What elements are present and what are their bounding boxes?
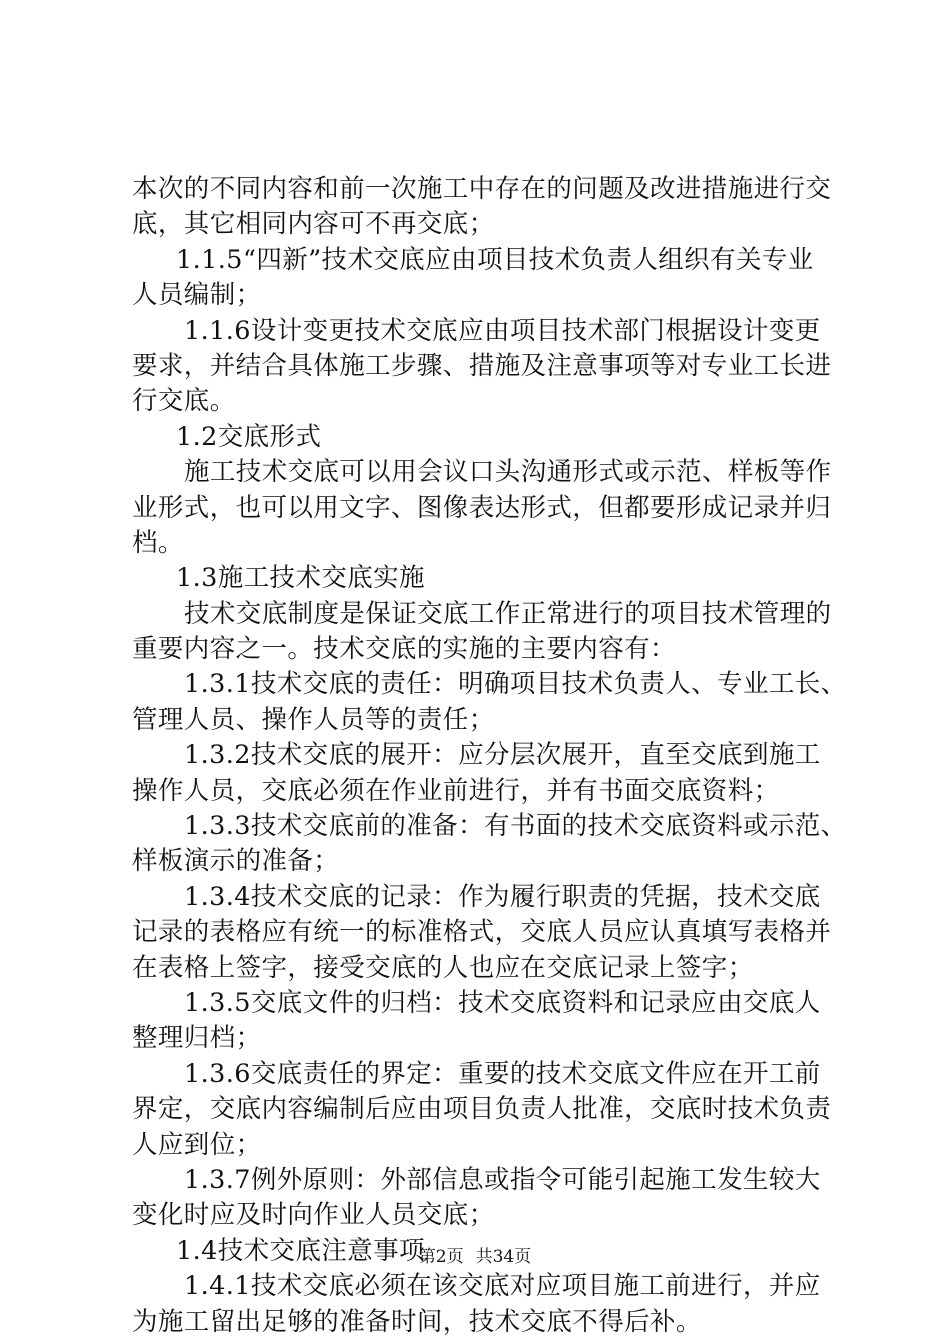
text-line: 1.3施工技术交底实施: [176, 563, 425, 594]
page-total: 共34页: [475, 1247, 532, 1267]
text-line: 人员编制；: [132, 280, 262, 311]
text-line: 1.4技术交底注意事项: [176, 1235, 425, 1266]
text-line: 重要内容之一。技术交底的实施的主要内容有：: [132, 634, 676, 665]
page-footer: [0, 1242, 950, 1267]
text-line: 1.3.4技术交底的记录：作为履行职责的凭据，技术交底: [184, 881, 821, 912]
text-line: 行交底。: [132, 386, 236, 417]
page-number: 第2页: [418, 1247, 464, 1267]
text-line: 在表格上签字，接受交底的人也应在交底记录上签字；: [132, 952, 754, 983]
text-line: 为施工留出足够的准备时间，技术交底不得后补。: [132, 1306, 702, 1337]
text-line: 1.3.3技术交底前的准备：有书面的技术交底资料或示范、: [184, 811, 847, 842]
text-line: 整理归档；: [132, 1023, 262, 1054]
text-line: 1.3.1技术交底的责任：明确项目技术负责人、专业工长、: [184, 669, 847, 700]
text-line: 1.1.5“四新”技术交底应由项目技术负责人组织有关专业: [176, 244, 814, 275]
text-line: 变化时应及时向作业人员交底；: [132, 1200, 495, 1231]
text-line: 底，其它相同内容可不再交底；: [132, 209, 495, 240]
text-line: 1.3.6交底责任的界定：重要的技术交底文件应在开工前: [184, 1058, 821, 1089]
text-line: 1.3.7例外原则：外部信息或指令可能引起施工发生较大: [184, 1164, 821, 1195]
document-body: [132, 172, 847, 1340]
text-line: 1.1.6设计变更技术交底应由项目技术部门根据设计变更: [184, 315, 821, 346]
text-line: 1.4.1技术交底必须在该交底对应项目施工前进行，并应: [184, 1271, 821, 1302]
text-line: 技术交底制度是保证交底工作正常进行的项目技术管理的: [184, 598, 832, 629]
text-line: 管理人员、操作人员等的责任；: [132, 704, 495, 735]
text-line: 业形式，也可以用文字、图像表达形式，但都要形成记录并归: [132, 492, 832, 523]
text-line: 1.2交底形式: [176, 421, 322, 452]
text-line: 人应到位；: [132, 1129, 262, 1160]
text-line: 界定，交底内容编制后应由项目负责人批准，交底时技术负责: [132, 1094, 832, 1125]
text-line: 档。: [132, 527, 184, 558]
text-line: 本次的不同内容和前一次施工中存在的问题及改进措施进行交: [132, 174, 832, 204]
text-line: 要求，并结合具体施工步骤、措施及注意事项等对专业工长进: [132, 350, 832, 381]
text-line: 操作人员，交底必须在作业前进行，并有书面交底资料；: [132, 775, 780, 806]
text-line: 施工技术交底可以用会议口头沟通形式或示范、样板等作: [184, 457, 832, 488]
text-line: 1.3.5交底文件的归档：技术交底资料和记录应由交底人: [184, 987, 821, 1018]
text-line: 样板演示的准备；: [132, 846, 340, 877]
text-line: 记录的表格应有统一的标准格式，交底人员应认真填写表格并: [132, 917, 832, 948]
text-line: 1.3.2技术交底的展开：应分层次展开，直至交底到施工: [184, 740, 821, 771]
